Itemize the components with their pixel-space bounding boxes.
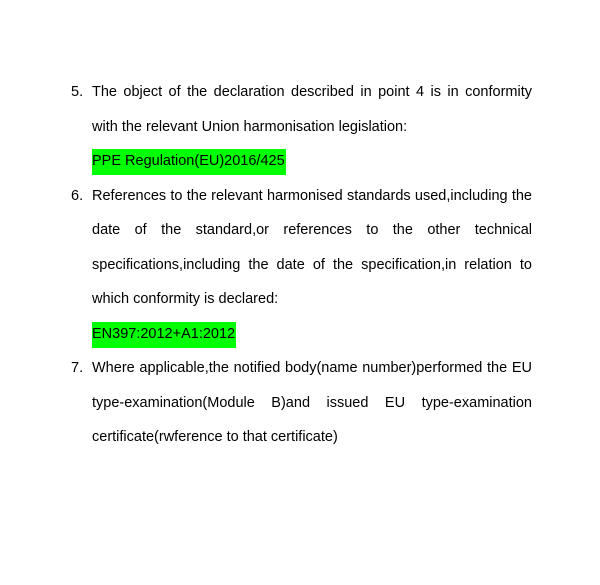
item-number: 7. bbox=[71, 360, 84, 376]
item-number: 5. bbox=[71, 84, 84, 100]
item-text: Where applicable,the notified body(name number)performed the EU type-examination(Module B)and issued EU type-examination certificate(rwference to that certificate) bbox=[92, 360, 532, 445]
list-item-7 bbox=[71, 351, 532, 455]
list-item-6 bbox=[71, 179, 532, 352]
item-number: 6. bbox=[71, 187, 84, 204]
highlighted-regulation-line bbox=[92, 144, 532, 179]
item-text: References to the relevant harmonised standards used,including the date of the standard,or references to the other technical specifications,including the date of the specification,in relation to which conformity is declared: bbox=[92, 187, 532, 307]
declaration-list bbox=[71, 75, 532, 455]
list-item-5 bbox=[71, 75, 532, 179]
highlighted-standard-line bbox=[92, 317, 532, 352]
highlighted-standard: EN397:2012+A1:2012 bbox=[92, 322, 236, 348]
item-text: The object of the declaration described in point 4 is in conformity with the relevant Union harmonisation legislation: bbox=[92, 84, 532, 135]
highlighted-regulation: PPE Regulation(EU)2016/425 bbox=[92, 149, 286, 175]
